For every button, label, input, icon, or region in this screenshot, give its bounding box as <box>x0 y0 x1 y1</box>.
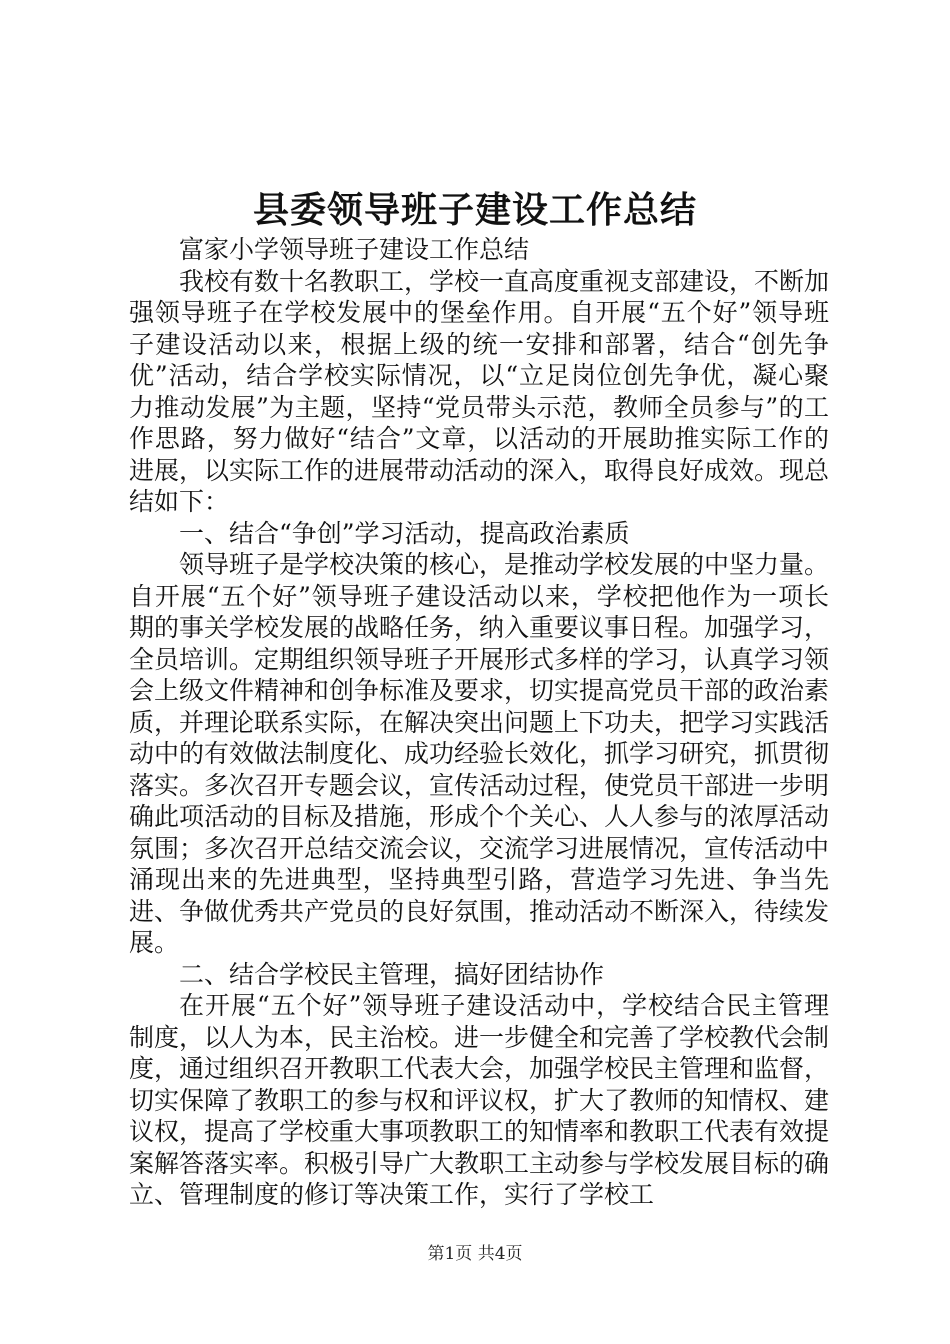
intro-paragraph: 我校有数十名教职工，学校一直高度重视支部建设，不断加强领导班子在学校发展中的堡垒作用。自开展“五个好”领导班子建设活动以来，根据上级的统一安排和部署，结合“创先争优”活动，结合学校实际情况，以“立足岗位创先争优，凝心聚力推动发展”为主题，坚持“党员带头示范，教师全员参与”的工作思路，努力做好“结合”文章，以活动的开展助推实际工作的进展，以实际工作的进展带动活动的深入，取得良好成效。现总结如下： <box>129 266 830 516</box>
document-body <box>129 234 829 1211</box>
section-2-paragraph: 在开展“五个好”领导班子建设活动中，学校结合民主管理制度，以人为本，民主治校。进一步健全和完善了学校教代会制度，通过组织召开教职工代表大会，加强学校民主管理和监督，切实保障了教职工的参与权和评议权，扩大了教师的知情权、建议权，提高了学校重大事项教职工的知情率和教职工代表有效提案解答落实率。积极引导广大教职工主动参与学校发展目标的确立、管理制度的修订等决策工作，实行了学校工 <box>129 991 830 1209</box>
document-subtitle: 富家小学领导班子建设工作总结 <box>179 235 530 264</box>
section-1-paragraph: 领导班子是学校决策的核心，是推动学校发展的中坚力量。自开展“五个好”领导班子建设活动以来，学校把他作为一项长期的事关学校发展的战略任务，纳入重要议事日程。加强学习，全员培训。定期组织领导班子开展形式多样的学习，认真学习领会上级文件精神和创争标准及要求，切实提高党员干部的政治素质，并理论联系实际，在解决突出问题上下功夫，把学习实践活动中的有效做法制度化、成功经验长效化，抓学习研究，抓贯彻落实。多次召开专题会议，宣传活动过程，使党员干部进一步明确此项活动的目标及措施，形成个个关心、人人参与的浓厚活动氛围；多次召开总结交流会议，交流学习进展情况，宣传活动中涌现出来的先进典型，坚持典型引路，营造学习先进、争当先进、争做优秀共产党员的良好氛围，推动活动不断深入，待续发展。 <box>129 550 830 957</box>
page-indicator: 第1页 共4页 <box>427 1244 523 1264</box>
section-heading-2: 二、结合学校民主管理，搞好团结协作 <box>179 959 605 989</box>
document-title: 县委领导班子建设工作总结 <box>252 189 697 231</box>
section-heading-1: 一、结合“争创”学习活动，提高政治素质 <box>179 518 630 548</box>
